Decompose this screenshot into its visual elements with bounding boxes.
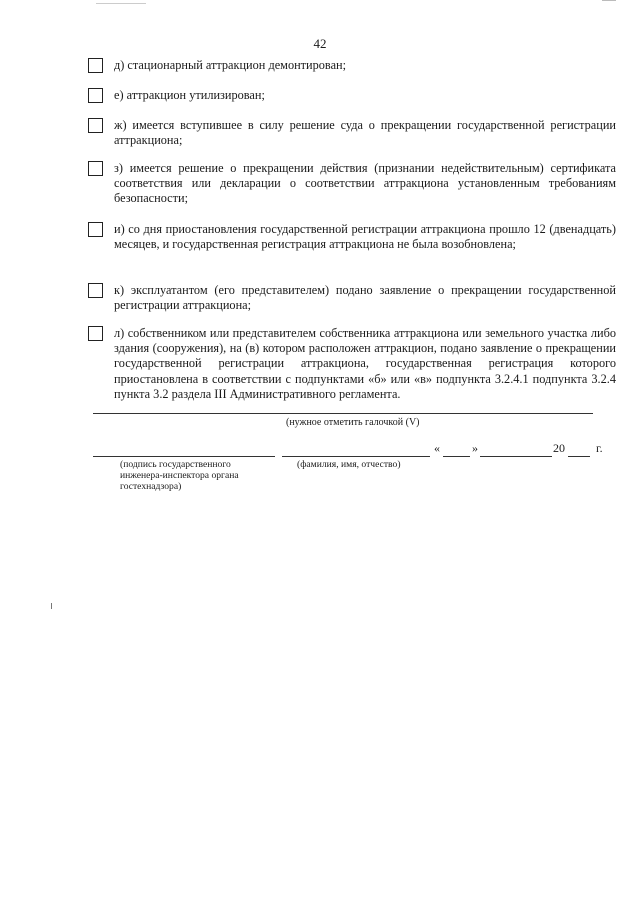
date-quote-open: « (434, 441, 440, 455)
note-caption: (нужное отметить галочкой (V) (286, 417, 420, 428)
page-number: 42 (313, 36, 327, 51)
signature-line[interactable] (93, 456, 275, 457)
checklist-item-l (88, 326, 616, 402)
checkbox-z[interactable] (88, 161, 103, 176)
checklist-item-d (88, 58, 616, 73)
item-zh-text: ж) имеется вступившее в силу решение суда о прекращении государственной регистрации аттракциона; (114, 118, 616, 148)
checklist-item-k (88, 283, 616, 313)
date-quote-close: » (472, 441, 478, 455)
name-caption: (фамилия, имя, отчество) (297, 459, 401, 470)
checkbox-l[interactable] (88, 326, 103, 341)
checklist-item-e (88, 88, 616, 103)
checkbox-d[interactable] (88, 58, 103, 73)
checklist-item-zh (88, 118, 616, 148)
year-prefix: 20 (553, 441, 565, 455)
item-i-text: и) со дня приостановления государственной регистрации аттракциона прошло 12 (двенадцать) месяцев, и государственная регистрация аттракциона не была возобновлена; (114, 222, 616, 252)
checkbox-k[interactable] (88, 283, 103, 298)
note-line (93, 413, 593, 414)
checklist-item-i (88, 222, 616, 252)
checklist-item-z (88, 161, 616, 207)
name-line[interactable] (282, 456, 430, 457)
year-line[interactable] (568, 456, 590, 457)
scan-mark (602, 0, 616, 1)
item-d-text: д) стационарный аттракцион демонтирован; (114, 58, 347, 72)
checkbox-zh[interactable] (88, 118, 103, 133)
checkbox-e[interactable] (88, 88, 103, 103)
day-line[interactable] (443, 456, 470, 457)
item-z-text: з) имеется решение о прекращении действия (признании недействительным) сертификата соответствия или декларации о соответствии аттракциона установленным требованиям безопасности; (114, 161, 616, 206)
scan-mark (96, 3, 146, 4)
item-k-text: к) эксплуатантом (его представителем) подано заявление о прекращении государственной регистрации аттракциона; (114, 283, 616, 313)
scan-mark (51, 603, 52, 609)
item-e-text: е) аттракцион утилизирован; (114, 88, 265, 102)
signature-caption: (подпись государственного инженера-инспектора органа гостехнадзора) (120, 459, 239, 492)
item-l-text: л) собственником или представителем собственника аттракциона или земельного участка либо здания (сооружения), на (в) котором расположен аттракцион, подано заявление о прекращении государственной регистрации аттракциона, государственная регистрация которого приостановлена в соответствии с подпунктами «б» или «в» подпункта 3.2.4.1 подпункта 3.2.4 пункта 3.2 раздела III Административного регламента. (114, 326, 616, 401)
month-line[interactable] (480, 456, 552, 457)
checkbox-i[interactable] (88, 222, 103, 237)
year-suffix: г. (596, 441, 603, 455)
